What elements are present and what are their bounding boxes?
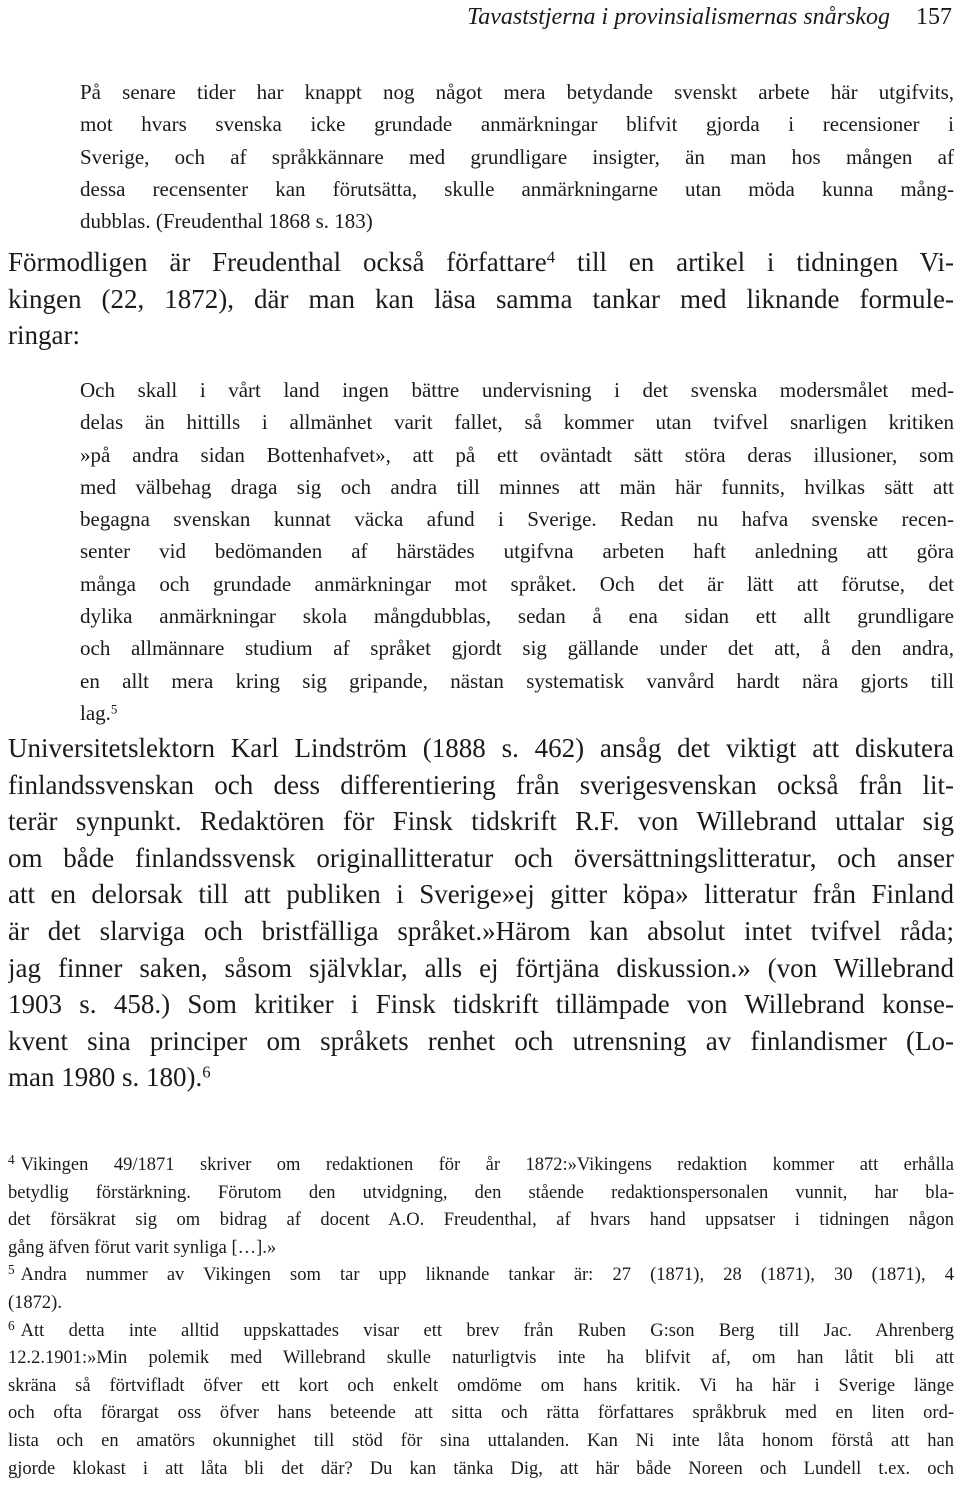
quote-line: och allmännare studium af språket gjordt sig gällande under det att, å den andra, bbox=[80, 636, 954, 661]
quote-line: dylika anmärkningar skola mångdubblas, sedan å ena sidan ett allt grundligare bbox=[80, 604, 954, 629]
body-line: finlandssvenskan och dess differentiering från sverigesvenskan också från lit- bbox=[8, 769, 954, 800]
page-number: 157 bbox=[916, 4, 952, 30]
footnote-6-line bbox=[8, 1318, 954, 1346]
footnote-5-line bbox=[8, 1262, 954, 1290]
quote-text: lag. bbox=[80, 700, 111, 725]
footnote-marker: 5 bbox=[8, 1262, 15, 1278]
quote-line: en allt mera kring sig gripande, nästan systematisk vanvård hardt nära gjorts till bbox=[80, 668, 954, 693]
quote-line bbox=[80, 697, 954, 729]
quote-line: begagna svenskan kunnat väcka afund i Sverige. Redan nu hafva svenske recen- bbox=[80, 507, 954, 532]
body-line: kingen (22, 1872), där man kan läsa samma tankar med liknande formule- bbox=[8, 283, 954, 314]
footnote-ref-4[interactable]: 4 bbox=[546, 247, 556, 267]
body-line: 1903 s. 458.) Som kritiker i Finsk tidskrift tillämpade von Willebrand konse- bbox=[8, 989, 954, 1020]
body-line bbox=[8, 1059, 954, 1096]
quote-line: senter vid bedömanden af härstädes utgifvna arbeten haft anledning att göra bbox=[80, 539, 954, 564]
body-paragraph-2 bbox=[8, 730, 954, 1096]
quote-line: mot hvars svenska icke grundade anmärkningar blifvit gjorda i recensioner i bbox=[80, 112, 954, 137]
quote-line: med välbehag draga sig och andra till minnes att män här funnits, hvilkas sätt att bbox=[80, 474, 954, 499]
quote-line: dessa recensenter kan förutsätta, skulle anmärkningarne utan möda kunna mång- bbox=[80, 176, 954, 201]
footnote-5-line: (1872). bbox=[8, 1292, 62, 1313]
footnote-marker: 6 bbox=[8, 1317, 15, 1333]
quote-line: Och skall i vårt land ingen bättre undervisning i det svenska modersmålet med- bbox=[80, 378, 954, 402]
quote-line: dubblas. (Freudenthal 1868 s. 183) bbox=[80, 209, 373, 234]
body-paragraph-1 bbox=[8, 244, 954, 354]
body-text: man 1980 s. 180). bbox=[8, 1062, 203, 1093]
quote-line: många och grundade anmärkningar mot språket. Och det är lätt att förutse, det bbox=[80, 571, 954, 596]
quote-line: »på andra sidan Bottenhafvet», att på ett oväntadt sätt störa deras illusioner, som bbox=[80, 442, 954, 467]
footnote-4-line: det försäkrat sig om bidrag af docent A.O. Freudenthal, af hvars hand uppsatser i tidningen någon bbox=[8, 1210, 954, 1231]
footnote-ref-6[interactable]: 6 bbox=[202, 1062, 211, 1082]
footnote-6-line: och ofta förargat oss öfver hans beteende att sitta och rätta författares språkbruk med en liten ord- bbox=[8, 1403, 954, 1424]
body-line bbox=[8, 244, 954, 281]
body-line: är det slarviga och bristfälliga språket.»Härom kan absolut intet tvifvel råda; bbox=[8, 915, 954, 946]
quote-line: delas än hittills i allmänhet varit fallet, så kommer utan tvifvel snarligen kritiken bbox=[80, 410, 954, 435]
footnote-text: Att detta inte alltid uppskattades visar ett brev från Ruben G:son Berg till Jac. Ahrenberg bbox=[20, 1320, 954, 1341]
running-title: Tavaststjerna i provinsialismernas snårskog bbox=[467, 4, 890, 30]
vikingen-block-quote bbox=[80, 374, 954, 729]
footnote-ref-5[interactable]: 5 bbox=[110, 701, 118, 717]
footnote-text: Andra nummer av Vikingen som tar upp liknande tankar är: 27 (1871), 28 (1871), 30 (1871), 4 bbox=[20, 1265, 954, 1286]
footnotes bbox=[8, 1152, 954, 1483]
footnote-4-line: gång äfven förut varit synliga […].» bbox=[8, 1237, 277, 1258]
quote-line: Sverige, och af språkkännare med grundligare insigter, än man hos mången af bbox=[80, 144, 954, 169]
footnote-6-line: gjorde klokast i att låta bli det där? Du kan tänka Dig, att här både Noreen och Lundell t.ex. och bbox=[8, 1458, 954, 1479]
footnote-6-line: 12.2.1901:»Min polemik med Willebrand skulle naturligtvis inte ha blifvit af, om han låtit bli att bbox=[8, 1348, 954, 1369]
body-line: ringar: bbox=[8, 320, 80, 350]
book-page bbox=[8, 0, 954, 1486]
body-line: kvent sina principer om språkets renhet och utrensning av finlandismer (Lo- bbox=[8, 1025, 954, 1056]
body-text: till en artikel i tidningen Vi- bbox=[555, 247, 954, 277]
page-header bbox=[467, 2, 952, 32]
footnote-4-line: betydlig förstärkning. Förutom den utvidgning, den stående redaktionspersonalen vunnit, har bla- bbox=[8, 1182, 954, 1203]
body-line: jag finner saken, såsom självklar, alls ej förtjäna diskussion.» (von Willebrand bbox=[8, 952, 954, 983]
body-text: Förmodligen är Freudenthal också författare bbox=[8, 247, 547, 277]
quote-line: På senare tider har knappt nog något mera betydande svenskt arbete här utgifvits, bbox=[80, 80, 954, 104]
footnote-4-line bbox=[8, 1152, 954, 1180]
body-line: Universitetslektorn Karl Lindström (1888 s. 462) ansåg det viktigt att diskutera bbox=[8, 733, 954, 763]
footnote-text: Vikingen 49/1871 skriver om redaktionen för år 1872:»Vikingens redaktion kommer att erhålla bbox=[20, 1155, 954, 1175]
body-line: terär synpunkt. Redaktören för Finsk tidskrift R.F. von Willebrand uttalar sig bbox=[8, 806, 954, 837]
footnote-marker: 4 bbox=[8, 1152, 15, 1168]
footnote-6-line: lista och en amatörs okunnighet till stöd för sina uttalanden. Kan Ni inte låta honom förstå att han bbox=[8, 1430, 954, 1451]
body-line: om både finlandssvensk originallitteratur och översättningslitteratur, och anser bbox=[8, 842, 954, 873]
intro-block-quote bbox=[80, 76, 954, 237]
body-line: att en delorsak till att publiken i Sverige»ej gitter köpa» litteratur från Finland bbox=[8, 879, 954, 910]
footnote-6-line: skräna så förtvifladt öfver ett kort och enkelt omdöme om hans kritik. Vi ha här i Sverige länge bbox=[8, 1375, 954, 1396]
